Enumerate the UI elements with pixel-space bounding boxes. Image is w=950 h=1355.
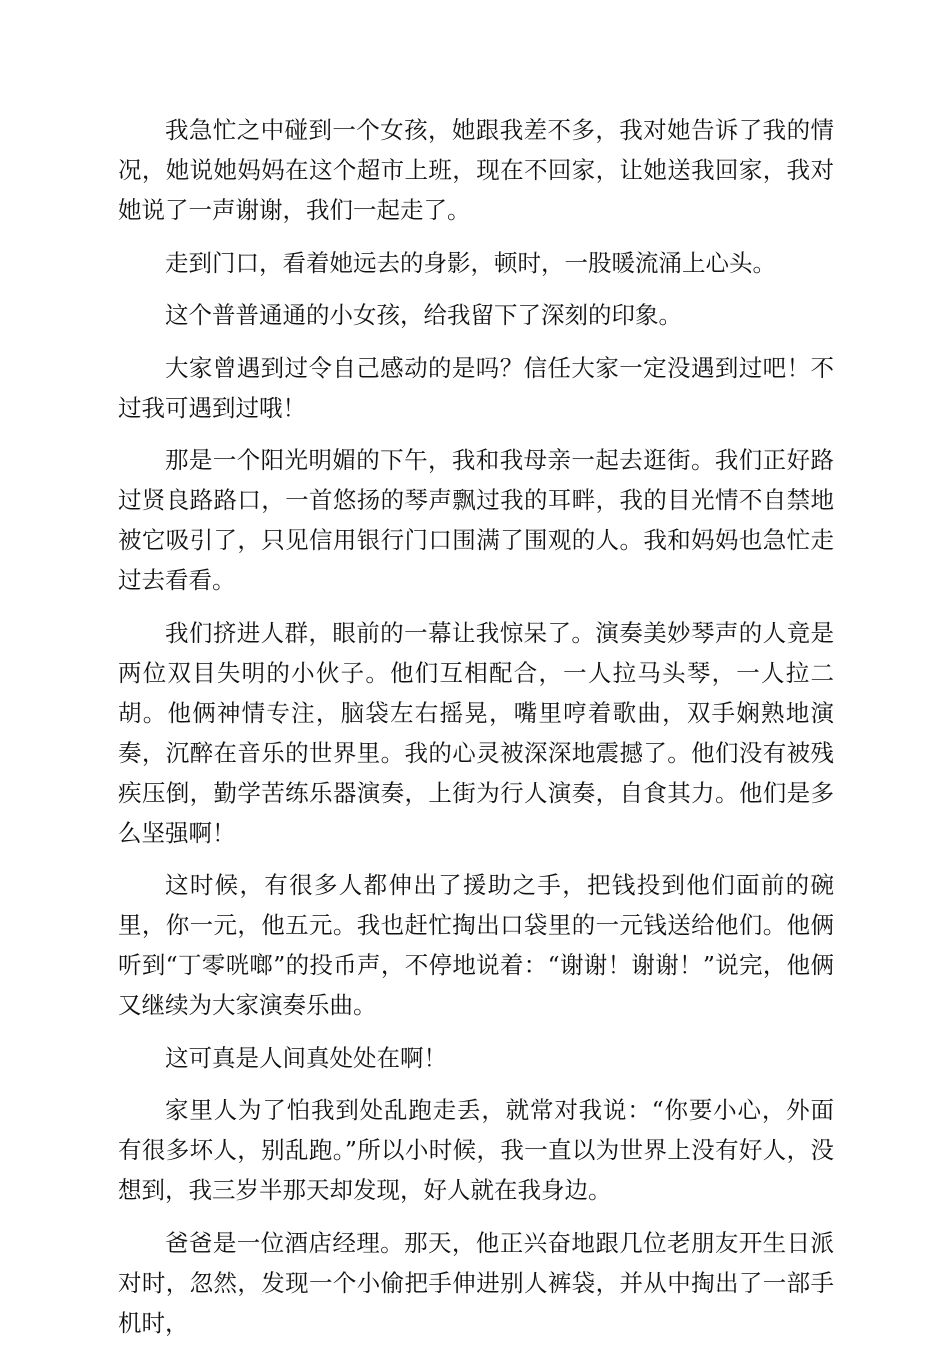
paragraph: 我们挤进人群，眼前的一幕让我惊呆了。演奏美妙琴声的人竟是两位双目失明的小伙子。他们互相配合，一人拉马头琴，一人拉二胡。他俩神情专注，脑袋左右摇晃，嘴里哼着歌曲，双手娴熟地演奏，沉醉在音乐的世界里。我的心灵被深深地震撼了。他们没有被残疾压倒，勤学苦练乐器演奏，上街为行人演奏，自食其力。他们是多么坚强啊！: [118, 618, 834, 847]
paragraph: 爸爸是一位酒店经理。那天，他正兴奋地跟几位老朋友开生日派对时，忽然，发现一个小偷把手伸进别人裤袋，并从中掏出了一部手机时，: [118, 1228, 834, 1337]
document-body: [118, 110, 834, 1355]
paragraph: 走到门口，看着她远去的身影，顿时，一股暖流涌上心头。: [165, 248, 776, 277]
paragraph: 这可真是人间真处处在啊！: [165, 1043, 447, 1072]
paragraph: 我急忙之中碰到一个女孩，她跟我差不多，我对她告诉了我的情况，她说她妈妈在这个超市上班，现在不回家，让她送我回家，我对她说了一声谢谢，我们一起走了。: [118, 116, 834, 224]
paragraph: 这个普普通通的小女孩，给我留下了深刻的印象。: [165, 301, 682, 329]
paragraph: 这时候，有很多人都伸出了援助之手，把钱投到他们面前的碗里，你一元，他五元。我也赶忙掏出口袋里的一元钱送给他们。他俩听到“丁零咣啷”的投币声，不停地说着：“谢谢！谢谢！”说完，他俩又继续为大家演奏乐曲。: [118, 871, 834, 1019]
paragraph: 家里人为了怕我到处乱跑走丢，就常对我说：“你要小心，外面有很多坏人，别乱跑。”所以小时候，我一直以为世界上没有好人，没想到，我三岁半那天却发现，好人就在我身边。: [118, 1096, 834, 1204]
paragraph: 那是一个阳光明媚的下午，我和我母亲一起去逛街。我们正好路过贤良路路口，一首悠扬的琴声飘过我的耳畔，我的目光情不自禁地被它吸引了，只见信用银行门口围满了围观的人。我和妈妈也急忙走过去看看。: [118, 446, 834, 594]
paragraph: 大家曾遇到过令自己感动的是吗？信任大家一定没遇到过吧！不过我可遇到过哦！: [118, 353, 834, 422]
